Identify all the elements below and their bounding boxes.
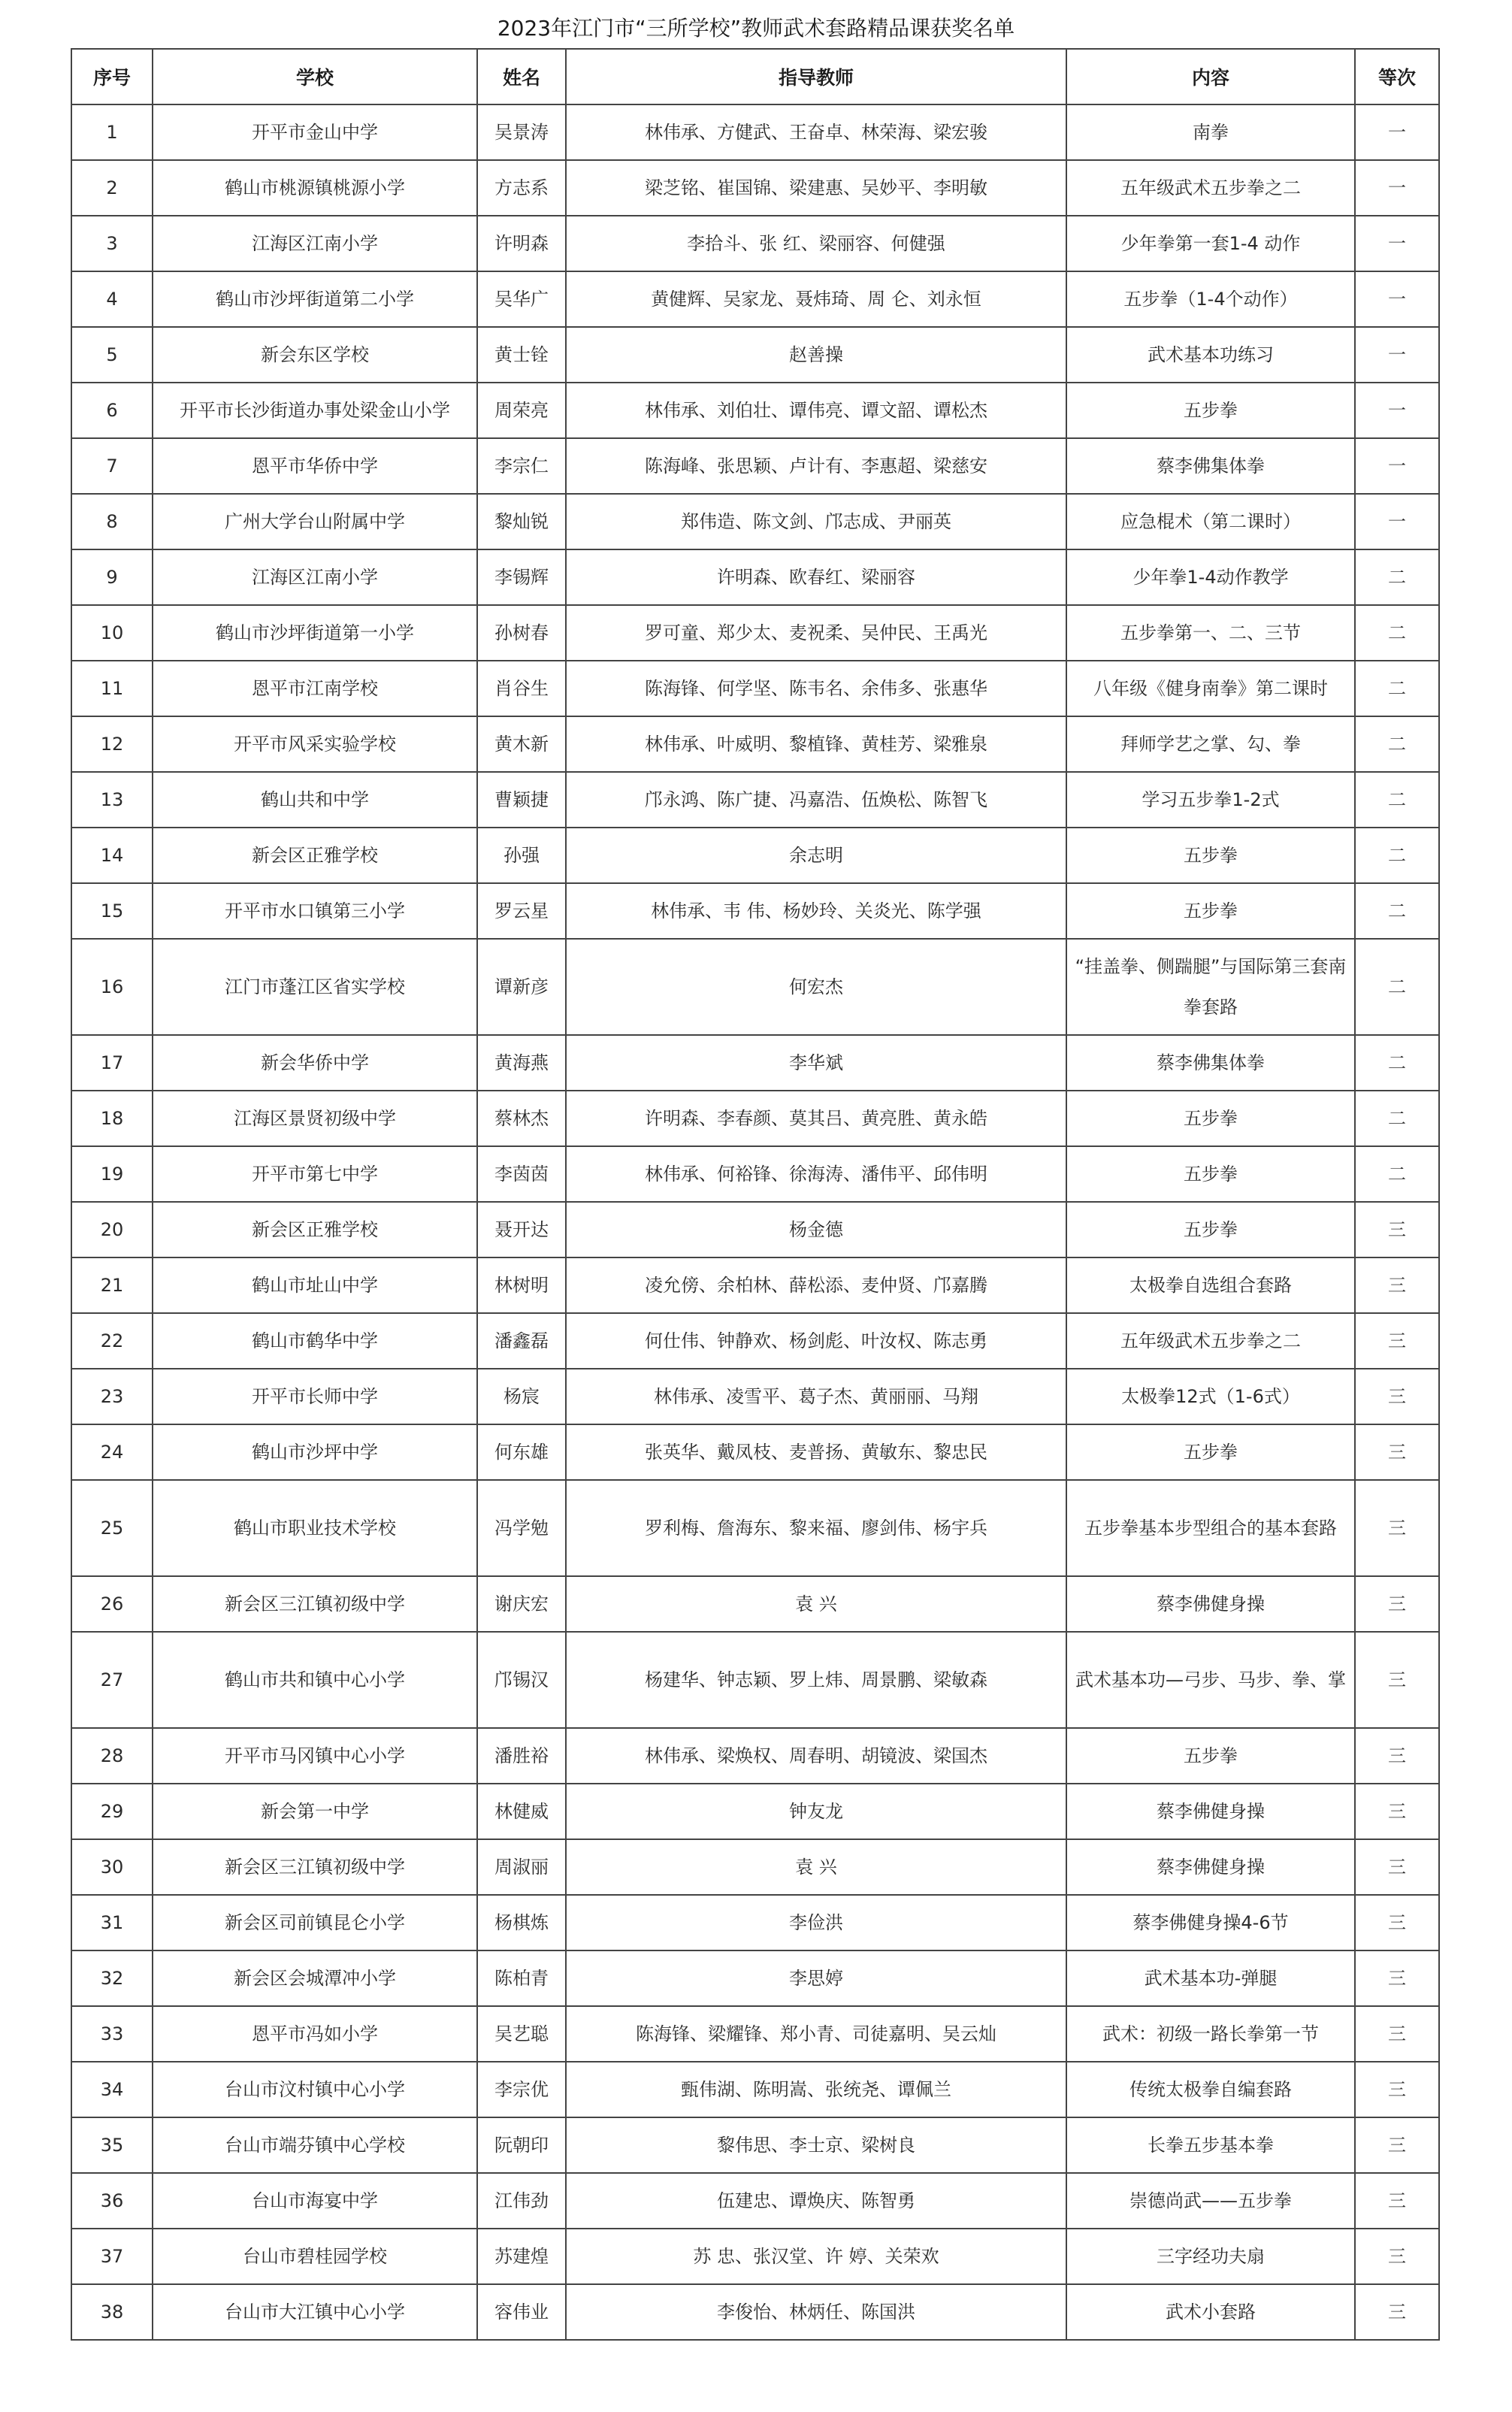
cell-content: 蔡李佛健身操: [1066, 1784, 1355, 1839]
table-row: [71, 716, 1439, 772]
cell-grade: 一: [1355, 104, 1439, 160]
cell-content: 蔡李佛健身操: [1066, 1839, 1355, 1895]
cell-name: 阮朝印: [477, 2117, 566, 2173]
table-row: [71, 1950, 1439, 2006]
cell-mentors: 陈海锋、梁耀锋、郑小青、司徒嘉明、吴云灿: [566, 2006, 1066, 2062]
cell-name: 蔡林杰: [477, 1091, 566, 1146]
cell-mentors: 罗可童、郑少太、麦祝柔、吴仲民、王禹光: [566, 605, 1066, 661]
cell-school: 新会华侨中学: [153, 1035, 477, 1091]
cell-content: 崇德尚武——五步拳: [1066, 2173, 1355, 2229]
table-row: [71, 828, 1439, 883]
cell-content: 蔡李佛健身操4-6节: [1066, 1895, 1355, 1950]
table-row: [71, 160, 1439, 216]
cell-content: 太极拳12式（1-6式）: [1066, 1369, 1355, 1424]
cell-no: 18: [71, 1091, 153, 1146]
cell-no: 30: [71, 1839, 153, 1895]
cell-name: 周荣亮: [477, 383, 566, 438]
cell-name: 周淑丽: [477, 1839, 566, 1895]
cell-name: 陈柏青: [477, 1950, 566, 2006]
table-row: [71, 883, 1439, 939]
table-body: [71, 104, 1439, 2340]
cell-mentors: 袁 兴: [566, 1839, 1066, 1895]
cell-school: 江海区江南小学: [153, 549, 477, 605]
cell-mentors: 李俊怡、林炳任、陈国洪: [566, 2284, 1066, 2340]
cell-mentors: 余志明: [566, 828, 1066, 883]
cell-no: 15: [71, 883, 153, 939]
cell-mentors: 何仕伟、钟静欢、杨剑彪、叶汝权、陈志勇: [566, 1313, 1066, 1369]
cell-no: 22: [71, 1313, 153, 1369]
table-row: [71, 1313, 1439, 1369]
cell-content: 武术基本功练习: [1066, 327, 1355, 383]
cell-content: “挂盖拳、侧踹腿”与国际第三套南拳套路: [1066, 939, 1355, 1035]
cell-no: 37: [71, 2229, 153, 2284]
cell-school: 恩平市冯如小学: [153, 2006, 477, 2062]
cell-grade: 三: [1355, 1424, 1439, 1480]
cell-school: 江海区景贤初级中学: [153, 1091, 477, 1146]
cell-mentors: 陈海锋、何学坚、陈韦名、余伟多、张惠华: [566, 661, 1066, 716]
cell-name: 容伟业: [477, 2284, 566, 2340]
cell-grade: 三: [1355, 1576, 1439, 1632]
cell-name: 李宗仁: [477, 438, 566, 494]
cell-school: 恩平市华侨中学: [153, 438, 477, 494]
cell-content: 太极拳自选组合套路: [1066, 1257, 1355, 1313]
cell-grade: 二: [1355, 828, 1439, 883]
table-row: [71, 1480, 1439, 1576]
cell-name: 黄海燕: [477, 1035, 566, 1091]
cell-grade: 二: [1355, 549, 1439, 605]
table-row: [71, 104, 1439, 160]
cell-name: 潘鑫磊: [477, 1313, 566, 1369]
cell-name: 李宗优: [477, 2062, 566, 2117]
cell-mentors: 林伟承、梁焕权、周春明、胡镜波、梁国杰: [566, 1728, 1066, 1784]
cell-no: 1: [71, 104, 153, 160]
cell-no: 38: [71, 2284, 153, 2340]
cell-school: 开平市金山中学: [153, 104, 477, 160]
cell-grade: 三: [1355, 2173, 1439, 2229]
cell-mentors: 许明森、欧春红、梁丽容: [566, 549, 1066, 605]
cell-mentors: 陈海峰、张思颖、卢计有、李惠超、梁慈安: [566, 438, 1066, 494]
cell-school: 鹤山市桃源镇桃源小学: [153, 160, 477, 216]
table-row: [71, 661, 1439, 716]
cell-no: 2: [71, 160, 153, 216]
cell-name: 孙树春: [477, 605, 566, 661]
cell-content: 武术：初级一路长拳第一节: [1066, 2006, 1355, 2062]
cell-school: 台山市大江镇中心小学: [153, 2284, 477, 2340]
cell-mentors: 苏 忠、张汉堂、许 婷、关荣欢: [566, 2229, 1066, 2284]
cell-name: 李茵茵: [477, 1146, 566, 1202]
column-header-grade: 等次: [1355, 49, 1439, 104]
cell-no: 7: [71, 438, 153, 494]
cell-content: 三字经功夫扇: [1066, 2229, 1355, 2284]
cell-school: 新会区会城潭冲小学: [153, 1950, 477, 2006]
cell-grade: 三: [1355, 1784, 1439, 1839]
table-row: [71, 1895, 1439, 1950]
cell-mentors: 李华斌: [566, 1035, 1066, 1091]
cell-name: 许明森: [477, 216, 566, 271]
cell-grade: 三: [1355, 2229, 1439, 2284]
cell-content: 五步拳: [1066, 828, 1355, 883]
cell-content: 拜师学艺之掌、勾、拳: [1066, 716, 1355, 772]
cell-name: 黎灿锐: [477, 494, 566, 549]
cell-content: 五步拳: [1066, 1202, 1355, 1257]
table-row: [71, 605, 1439, 661]
cell-no: 8: [71, 494, 153, 549]
cell-no: 17: [71, 1035, 153, 1091]
cell-grade: 二: [1355, 1146, 1439, 1202]
table-row: [71, 438, 1439, 494]
cell-mentors: 罗利梅、詹海东、黎来福、廖剑伟、杨宇兵: [566, 1480, 1066, 1576]
table-row: [71, 271, 1439, 327]
cell-grade: 二: [1355, 1035, 1439, 1091]
cell-content: 五年级武术五步拳之二: [1066, 160, 1355, 216]
cell-content: 五步拳: [1066, 383, 1355, 438]
cell-content: 五步拳: [1066, 1424, 1355, 1480]
cell-school: 广州大学台山附属中学: [153, 494, 477, 549]
table-row: [71, 1839, 1439, 1895]
column-header-mentors: 指导教师: [566, 49, 1066, 104]
table-row: [71, 2229, 1439, 2284]
cell-name: 罗云星: [477, 883, 566, 939]
cell-mentors: 林伟承、何裕锋、徐海涛、潘伟平、邱伟明: [566, 1146, 1066, 1202]
cell-mentors: 林伟承、刘伯壮、谭伟亮、谭文韶、谭松杰: [566, 383, 1066, 438]
cell-name: 孙强: [477, 828, 566, 883]
cell-no: 35: [71, 2117, 153, 2173]
column-header-school: 学校: [153, 49, 477, 104]
table-row: [71, 1257, 1439, 1313]
cell-no: 24: [71, 1424, 153, 1480]
cell-no: 4: [71, 271, 153, 327]
cell-grade: 三: [1355, 1369, 1439, 1424]
cell-school: 新会区正雅学校: [153, 828, 477, 883]
cell-no: 27: [71, 1632, 153, 1728]
cell-no: 25: [71, 1480, 153, 1576]
cell-grade: 二: [1355, 939, 1439, 1035]
cell-grade: 二: [1355, 716, 1439, 772]
cell-grade: 三: [1355, 1839, 1439, 1895]
table-row: [71, 494, 1439, 549]
cell-school: 新会区司前镇昆仑小学: [153, 1895, 477, 1950]
cell-no: 28: [71, 1728, 153, 1784]
cell-grade: 一: [1355, 327, 1439, 383]
cell-mentors: 黎伟思、李士京、梁树良: [566, 2117, 1066, 2173]
cell-content: 五年级武术五步拳之二: [1066, 1313, 1355, 1369]
cell-mentors: 甄伟湖、陈明嵩、张统尧、谭佩兰: [566, 2062, 1066, 2117]
cell-content: 五步拳: [1066, 883, 1355, 939]
cell-no: 34: [71, 2062, 153, 2117]
cell-mentors: 林伟承、凌雪平、葛子杰、黄丽丽、马翔: [566, 1369, 1066, 1424]
table-row: [71, 327, 1439, 383]
cell-mentors: 杨金德: [566, 1202, 1066, 1257]
cell-content: 蔡李佛集体拳: [1066, 438, 1355, 494]
cell-grade: 一: [1355, 216, 1439, 271]
cell-grade: 二: [1355, 1091, 1439, 1146]
cell-name: 聂开达: [477, 1202, 566, 1257]
table-row: [71, 1728, 1439, 1784]
cell-grade: 一: [1355, 383, 1439, 438]
cell-name: 曹颖捷: [477, 772, 566, 828]
cell-content: 少年拳1-4动作教学: [1066, 549, 1355, 605]
cell-mentors: 许明森、李春颜、莫其吕、黄亮胜、黄永皓: [566, 1091, 1066, 1146]
table-row: [71, 549, 1439, 605]
cell-grade: 一: [1355, 494, 1439, 549]
cell-name: 江伟劲: [477, 2173, 566, 2229]
cell-name: 黄木新: [477, 716, 566, 772]
cell-content: 学习五步拳1-2式: [1066, 772, 1355, 828]
cell-grade: 三: [1355, 2117, 1439, 2173]
cell-grade: 二: [1355, 883, 1439, 939]
cell-no: 26: [71, 1576, 153, 1632]
cell-content: 八年级《健身南拳》第二课时: [1066, 661, 1355, 716]
cell-no: 5: [71, 327, 153, 383]
cell-mentors: 郑伟造、陈文剑、邝志成、尹丽英: [566, 494, 1066, 549]
table-row: [71, 772, 1439, 828]
table-row: [71, 1424, 1439, 1480]
cell-name: 苏建煌: [477, 2229, 566, 2284]
cell-school: 开平市长师中学: [153, 1369, 477, 1424]
table-row: [71, 2173, 1439, 2229]
cell-school: 开平市水口镇第三小学: [153, 883, 477, 939]
cell-no: 19: [71, 1146, 153, 1202]
cell-name: 林树明: [477, 1257, 566, 1313]
cell-name: 方志系: [477, 160, 566, 216]
cell-content: 五步拳第一、二、三节: [1066, 605, 1355, 661]
cell-content: 蔡李佛健身操: [1066, 1576, 1355, 1632]
cell-mentors: 李拾斗、张 红、梁丽容、何健强: [566, 216, 1066, 271]
cell-grade: 三: [1355, 2062, 1439, 2117]
cell-school: 鹤山市沙坪街道第二小学: [153, 271, 477, 327]
cell-school: 新会东区学校: [153, 327, 477, 383]
cell-mentors: 钟友龙: [566, 1784, 1066, 1839]
cell-grade: 二: [1355, 772, 1439, 828]
table-row: [71, 1202, 1439, 1257]
cell-content: 应急棍术（第二课时）: [1066, 494, 1355, 549]
table-row: [71, 1091, 1439, 1146]
cell-school: 鹤山市沙坪中学: [153, 1424, 477, 1480]
cell-no: 16: [71, 939, 153, 1035]
cell-no: 9: [71, 549, 153, 605]
cell-mentors: 邝永鸿、陈广捷、冯嘉浩、伍焕松、陈智飞: [566, 772, 1066, 828]
cell-mentors: 李俭洪: [566, 1895, 1066, 1950]
cell-no: 36: [71, 2173, 153, 2229]
cell-name: 肖谷生: [477, 661, 566, 716]
table-row: [71, 2006, 1439, 2062]
cell-name: 谢庆宏: [477, 1576, 566, 1632]
cell-mentors: 李思婷: [566, 1950, 1066, 2006]
cell-no: 21: [71, 1257, 153, 1313]
cell-no: 11: [71, 661, 153, 716]
cell-content: 五步拳（1-4个动作）: [1066, 271, 1355, 327]
cell-content: 武术基本功-弹腿: [1066, 1950, 1355, 2006]
cell-grade: 三: [1355, 1950, 1439, 2006]
cell-school: 开平市第七中学: [153, 1146, 477, 1202]
column-header-no: 序号: [71, 49, 153, 104]
cell-no: 14: [71, 828, 153, 883]
cell-mentors: 梁芝铭、崔国锦、梁建惠、吴妙平、李明敏: [566, 160, 1066, 216]
cell-grade: 二: [1355, 605, 1439, 661]
cell-content: 武术基本功—弓步、马步、拳、掌: [1066, 1632, 1355, 1728]
cell-grade: 一: [1355, 160, 1439, 216]
cell-name: 杨宸: [477, 1369, 566, 1424]
table-row: [71, 1035, 1439, 1091]
table-row: [71, 939, 1439, 1035]
cell-content: 传统太极拳自编套路: [1066, 2062, 1355, 2117]
cell-school: 恩平市江南学校: [153, 661, 477, 716]
cell-no: 31: [71, 1895, 153, 1950]
cell-name: 冯学勉: [477, 1480, 566, 1576]
table-row: [71, 1784, 1439, 1839]
cell-school: 新会第一中学: [153, 1784, 477, 1839]
cell-grade: 三: [1355, 2284, 1439, 2340]
table-row: [71, 216, 1439, 271]
cell-school: 台山市端芬镇中心学校: [153, 2117, 477, 2173]
cell-school: 台山市汶村镇中心小学: [153, 2062, 477, 2117]
cell-no: 13: [71, 772, 153, 828]
cell-no: 6: [71, 383, 153, 438]
cell-school: 江门市蓬江区省实学校: [153, 939, 477, 1035]
table-row: [71, 1146, 1439, 1202]
cell-no: 23: [71, 1369, 153, 1424]
cell-mentors: 伍建忠、谭焕庆、陈智勇: [566, 2173, 1066, 2229]
cell-school: 开平市马冈镇中心小学: [153, 1728, 477, 1784]
cell-mentors: 何宏杰: [566, 939, 1066, 1035]
cell-no: 32: [71, 1950, 153, 2006]
cell-name: 黄士铨: [477, 327, 566, 383]
cell-content: 蔡李佛集体拳: [1066, 1035, 1355, 1091]
cell-school: 鹤山市址山中学: [153, 1257, 477, 1313]
cell-grade: 三: [1355, 1480, 1439, 1576]
cell-name: 潘胜裕: [477, 1728, 566, 1784]
table-row: [71, 2284, 1439, 2340]
cell-grade: 三: [1355, 1202, 1439, 1257]
cell-name: 吴华广: [477, 271, 566, 327]
cell-school: 新会区正雅学校: [153, 1202, 477, 1257]
cell-grade: 三: [1355, 1632, 1439, 1728]
cell-content: 南拳: [1066, 104, 1355, 160]
cell-school: 开平市风采实验学校: [153, 716, 477, 772]
table-row: [71, 1369, 1439, 1424]
cell-school: 鹤山市共和镇中心小学: [153, 1632, 477, 1728]
table-header-row: [71, 49, 1439, 104]
cell-school: 台山市海宴中学: [153, 2173, 477, 2229]
cell-no: 33: [71, 2006, 153, 2062]
cell-content: 五步拳: [1066, 1146, 1355, 1202]
cell-mentors: 林伟承、方健武、王奋卓、林荣海、梁宏骏: [566, 104, 1066, 160]
cell-name: 邝锡汉: [477, 1632, 566, 1728]
table-row: [71, 1576, 1439, 1632]
cell-grade: 二: [1355, 661, 1439, 716]
cell-school: 台山市碧桂园学校: [153, 2229, 477, 2284]
cell-grade: 一: [1355, 438, 1439, 494]
cell-no: 3: [71, 216, 153, 271]
cell-mentors: 林伟承、韦 伟、杨妙玲、关炎光、陈学强: [566, 883, 1066, 939]
cell-name: 杨棋炼: [477, 1895, 566, 1950]
award-table: [71, 48, 1440, 2341]
cell-school: 开平市长沙街道办事处梁金山小学: [153, 383, 477, 438]
cell-content: 武术小套路: [1066, 2284, 1355, 2340]
cell-grade: 一: [1355, 271, 1439, 327]
cell-mentors: 杨建华、钟志颖、罗上炜、周景鹏、梁敏森: [566, 1632, 1066, 1728]
cell-mentors: 张英华、戴凤枝、麦普扬、黄敏东、黎忠民: [566, 1424, 1066, 1480]
cell-name: 林健威: [477, 1784, 566, 1839]
cell-content: 长拳五步基本拳: [1066, 2117, 1355, 2173]
column-header-name: 姓名: [477, 49, 566, 104]
table-row: [71, 1632, 1439, 1728]
cell-mentors: 赵善操: [566, 327, 1066, 383]
cell-school: 江海区江南小学: [153, 216, 477, 271]
cell-name: 吴景涛: [477, 104, 566, 160]
cell-content: 五步拳基本步型组合的基本套路: [1066, 1480, 1355, 1576]
cell-name: 何东雄: [477, 1424, 566, 1480]
cell-school: 鹤山市鹤华中学: [153, 1313, 477, 1369]
page-title: 2023年江门市“三所学校”教师武术套路精品课获奖名单: [497, 16, 1015, 41]
cell-content: 少年拳第一套1-4 动作: [1066, 216, 1355, 271]
cell-name: 李锡辉: [477, 549, 566, 605]
cell-grade: 三: [1355, 2006, 1439, 2062]
cell-no: 12: [71, 716, 153, 772]
cell-no: 29: [71, 1784, 153, 1839]
column-header-content: 内容: [1066, 49, 1355, 104]
cell-mentors: 凌允傍、余柏林、薛松添、麦仲贤、邝嘉腾: [566, 1257, 1066, 1313]
cell-name: 吴艺聪: [477, 2006, 566, 2062]
table-row: [71, 2117, 1439, 2173]
cell-content: 五步拳: [1066, 1091, 1355, 1146]
cell-no: 10: [71, 605, 153, 661]
cell-mentors: 林伟承、叶威明、黎植锋、黄桂芳、梁雅泉: [566, 716, 1066, 772]
table-row: [71, 383, 1439, 438]
cell-content: 五步拳: [1066, 1728, 1355, 1784]
cell-grade: 三: [1355, 1257, 1439, 1313]
table-row: [71, 2062, 1439, 2117]
cell-school: 新会区三江镇初级中学: [153, 1839, 477, 1895]
cell-no: 20: [71, 1202, 153, 1257]
cell-school: 鹤山市职业技术学校: [153, 1480, 477, 1576]
cell-mentors: 黄健辉、吴家龙、聂炜琦、周 仑、刘永恒: [566, 271, 1066, 327]
cell-school: 鹤山市沙坪街道第一小学: [153, 605, 477, 661]
cell-grade: 三: [1355, 1895, 1439, 1950]
cell-grade: 三: [1355, 1313, 1439, 1369]
cell-school: 新会区三江镇初级中学: [153, 1576, 477, 1632]
cell-grade: 三: [1355, 1728, 1439, 1784]
cell-school: 鹤山共和中学: [153, 772, 477, 828]
cell-mentors: 袁 兴: [566, 1576, 1066, 1632]
cell-name: 谭新彦: [477, 939, 566, 1035]
